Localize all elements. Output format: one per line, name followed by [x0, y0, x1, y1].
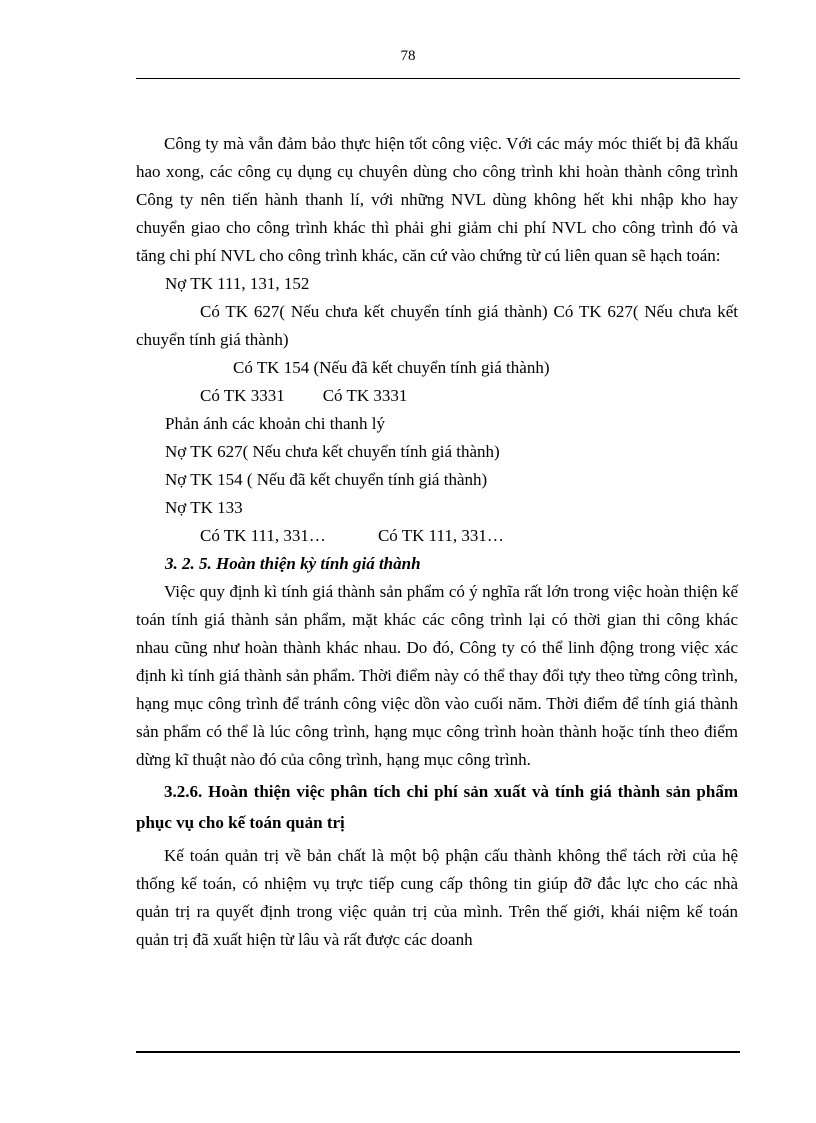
- entry-debit-154: Nợ TK 154 ( Nếu đã kết chuyển tính giá thành): [165, 470, 488, 489]
- document-body: [136, 130, 738, 954]
- entry-credit-111: [136, 522, 738, 550]
- entry-credit-3331: [136, 382, 738, 410]
- entry-debit-133: Nợ TK 133: [165, 498, 243, 517]
- entry-credit-111-a: Có TK 111, 331…: [200, 526, 326, 545]
- entry-debit-1: Nợ TK 111, 131, 152: [165, 274, 310, 293]
- paragraph-1: Công ty mà vẫn đảm bảo thực hiện tốt công việc. Với các máy móc thiết bị đã khấu hao xong, các công cụ dụng cụ chuyên dùng cho công trình khi hoàn thành công trình Công ty nên tiến hành thanh lí, với những NVL dùng không hết khi nhập kho hay chuyển giao cho công trình khác thì phải ghi giảm chi phí NVL cho công trình đó và tăng chi phí NVL cho công trình khác, căn cứ vào chứng từ cú liên quan sẽ hạch toán:: [136, 134, 738, 265]
- section-heading-3-2-5: 3. 2. 5. Hoàn thiện kỳ tính giá thành: [165, 554, 421, 573]
- entry-credit-3331-a: Có TK 3331: [200, 386, 285, 405]
- section-heading-3-2-6: 3.2.6. Hoàn thiện việc phân tích chi phí sản xuất và tính giá thành sản phẩm phục vụ cho kế toán quản trị: [136, 782, 738, 832]
- entry-disposal-costs: Phản ánh các khoản chi thanh lý: [165, 414, 385, 433]
- entry-debit-627: Nợ TK 627( Nếu chưa kết chuyển tính giá thành): [165, 442, 500, 461]
- entry-credit-154: Có TK 154 (Nếu đã kết chuyển tính giá thành): [233, 358, 550, 377]
- footer-rule: [136, 1051, 740, 1053]
- page-number: 78: [400, 48, 416, 64]
- header-rule: [136, 78, 740, 79]
- paragraph-2: Việc quy định kì tính giá thành sản phẩm có ý nghĩa rất lớn trong việc hoàn thiện kế toán tính giá thành sản phẩm, mặt khác các công trình lại có thời gian thi công khác nhau cũng như hoàn thành khác nhau. Do đó, Công ty có thể linh động trong việc xác định kì tính giá thành sản phẩm. Thời điểm này có thể thay đổi tựy theo từng công trình, hạng mục công trình để tránh công việc dồn vào cuối năm. Thời điểm để tính giá thành sản phẩm có thể là lúc công trình, hạng mục công trình hoàn thành hoặc tính theo điểm dừng kĩ thuật nào đó của công trình, hạng mục công trình.: [136, 582, 738, 769]
- entry-credit-627: Có TK 627( Nếu chưa kết chuyển tính giá thành) Có TK 627( Nếu chưa kết chuyển tính giá thành): [136, 302, 738, 349]
- entry-credit-3331-b: Có TK 3331: [322, 386, 408, 405]
- paragraph-3: Kế toán quản trị về bản chất là một bộ phận cấu thành không thể tách rời của hệ thống kế toán, có nhiệm vụ trực tiếp cung cấp thông tin giúp đỡ đắc lực cho các nhà quản trị ra quyết định trong việc quản trị của mình. Trên thế giới, khái niệm kế toán quản trị đã xuất hiện từ lâu và rất được các doanh: [136, 846, 738, 949]
- entry-credit-111-b: Có TK 111, 331…: [377, 526, 504, 545]
